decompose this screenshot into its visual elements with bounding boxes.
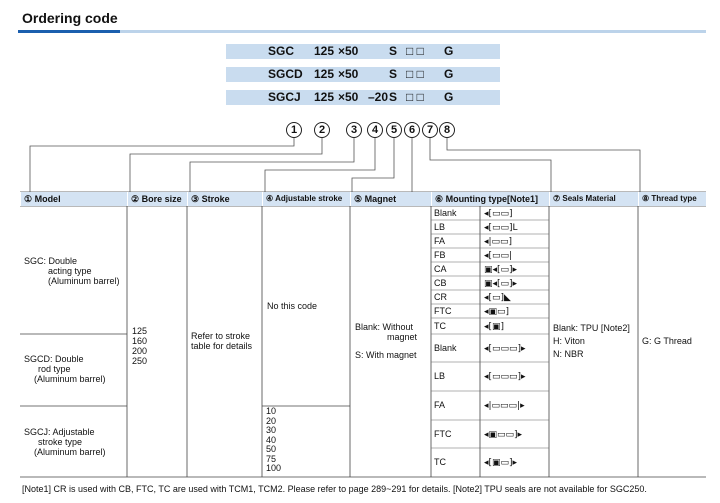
- header-adjustable-stroke: ④ Adjustable stroke: [262, 192, 350, 206]
- mounting-ca: CA: [434, 264, 447, 274]
- cylinder-flange-icon: ◂|▭▭]: [484, 237, 513, 247]
- code-number-3: 3: [346, 122, 362, 138]
- code-magnet: S: [389, 44, 398, 58]
- code-number-6: 6: [404, 122, 420, 138]
- double-rod-flange-icon: ◂|▭▭▭|▸: [484, 401, 525, 411]
- stroke-text: Refer to stroke table for details: [191, 331, 253, 351]
- code-thread: G: [444, 44, 454, 58]
- code-number-7: 7: [422, 122, 438, 138]
- section-title: Ordering code: [22, 10, 118, 26]
- code-model: SGC: [268, 44, 295, 58]
- header-seals-material: ⑦ Seals Material: [549, 192, 638, 206]
- code-adjustable: –20: [368, 90, 389, 104]
- adjustable-values: 10 20 30 40 50 75 100: [266, 406, 282, 473]
- mounting-lb-double: LB: [434, 371, 446, 381]
- code-number-2: 2: [314, 122, 330, 138]
- cylinder-clevis-icon: ▣◂[▭]▸: [484, 265, 518, 275]
- code-number-5: 5: [386, 122, 402, 138]
- model-sgcj: SGCJ: Adjustable stroke type (Aluminum barrel): [24, 427, 106, 457]
- model-sgc: SGC: Double acting type (Aluminum barrel): [24, 256, 120, 286]
- double-rod-foot-icon: ◂[▭▭▭]▸: [484, 372, 526, 382]
- header-mounting-type: ⑥ Mounting type[Note1]: [431, 192, 549, 206]
- cylinder-foot-icon: ◂[▭▭]L: [484, 223, 518, 233]
- header-model: ① Model: [20, 192, 127, 206]
- code-stroke: ×50: [338, 90, 359, 104]
- header-thread-type: ⑧ Thread type: [638, 192, 706, 206]
- code-magnet: S: [389, 90, 398, 104]
- code-model: SGCJ: [268, 90, 301, 104]
- header-stroke: ③ Stroke: [187, 192, 262, 206]
- header-magnet: ⑤ Magnet: [350, 192, 431, 206]
- footnote: [Note1] CR is used with CB, FTC, TC are used with TCM1, TCM2. Please refer to page 289~291 for details. [Note2] TPU seals are not available for SGC250.: [22, 484, 647, 494]
- code-stroke: ×50: [338, 44, 359, 58]
- code-boxes: □ □: [406, 67, 424, 81]
- mounting-blank-double: Blank: [434, 343, 457, 353]
- model-sgcd: SGCD: Double rod type (Aluminum barrel): [24, 354, 106, 384]
- header-bore-size: ② Bore size: [127, 192, 187, 206]
- mounting-fa: FA: [434, 236, 446, 246]
- cylinder-center-trunnion-icon: ◂[▣]: [484, 322, 505, 332]
- bore-size-list: 125 160 200 250: [132, 326, 148, 366]
- code-bore: 125: [314, 90, 335, 104]
- mounting-tc-double: TC: [434, 457, 446, 467]
- code-number-4: 4: [367, 122, 383, 138]
- code-model: SGCD: [268, 67, 303, 81]
- code-number-8: 8: [439, 122, 455, 138]
- cylinder-double-clevis-icon: ▣◂[▭]▸: [484, 279, 518, 289]
- cylinder-icon: ◂[▭▭]: [484, 209, 513, 219]
- code-number-1: 1: [286, 122, 302, 138]
- cylinder-flange-rear-icon: ◂[▭▭|: [484, 251, 513, 261]
- code-thread: G: [444, 67, 454, 81]
- code-stroke: ×50: [338, 67, 359, 81]
- adjustable-no-code: No this code: [267, 301, 318, 311]
- mounting-cb: CB: [434, 278, 447, 288]
- double-rod-icon: ◂[▭▭▭]▸: [484, 344, 526, 354]
- mounting-cr: CR: [434, 292, 447, 302]
- seals-options: Blank: TPU [Note2] H: Viton N: NBR: [553, 323, 630, 359]
- cylinder-rear-clevis-icon: ◂[▭]◣: [484, 293, 511, 303]
- code-bore: 125: [314, 67, 335, 81]
- code-boxes: □ □: [406, 44, 424, 58]
- code-boxes: □ □: [406, 90, 424, 104]
- double-rod-center-trunnion-icon: ◂[▣▭]▸: [484, 458, 518, 468]
- cylinder-trunnion-icon: ◂▣▭]: [484, 307, 510, 317]
- code-magnet: S: [389, 67, 398, 81]
- mounting-fb: FB: [434, 250, 446, 260]
- mounting-ftc-double: FTC: [434, 429, 452, 439]
- mounting-blank: Blank: [434, 208, 457, 218]
- mounting-fa-double: FA: [434, 400, 446, 410]
- code-bore: 125: [314, 44, 335, 58]
- mounting-tc: TC: [434, 321, 446, 331]
- mounting-ftc: FTC: [434, 306, 452, 316]
- code-thread: G: [444, 90, 454, 104]
- mounting-lb: LB: [434, 222, 446, 232]
- thread-option: G: G Thread: [642, 336, 692, 346]
- double-rod-trunnion-icon: ◂▣▭▭]▸: [484, 430, 523, 440]
- magnet-options: Blank: Without magnet S: With magnet: [355, 322, 418, 360]
